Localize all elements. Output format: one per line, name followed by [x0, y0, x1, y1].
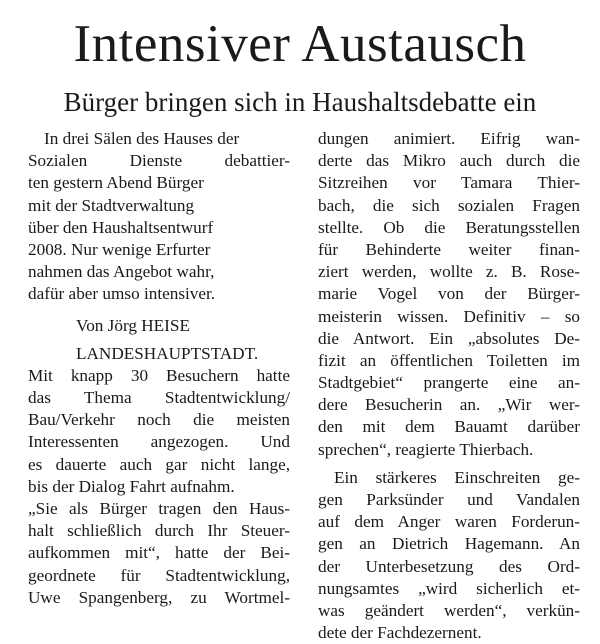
- body-line: Mit knapp 30 Besuchern hatte: [28, 365, 290, 385]
- body-line: es dauerte auch gar nicht lange,: [28, 454, 290, 474]
- body-line: was geändert werden“, verkün-: [318, 600, 580, 620]
- body-line: Interessenten angezogen. Und: [28, 432, 290, 452]
- body-line: Bau/Verkehr noch die meisten: [28, 410, 290, 430]
- right-column: [318, 128, 580, 644]
- body-line: nungsamtes „wird sicherlich et-: [318, 578, 580, 598]
- body-line: den mit dem Bauamt darüber: [318, 417, 580, 437]
- body-line: das Thema Stadtentwicklung/: [28, 388, 290, 408]
- body-line: für Behinderte weiter finan-: [318, 239, 580, 259]
- body-line: geordnete für Stadtentwicklung,: [28, 565, 290, 585]
- body-line: Sitzreihen vor Tamara Thier-: [318, 173, 580, 193]
- body-line: der Unterbesetzung des Ord-: [318, 556, 580, 576]
- dateline: LANDESHAUPTSTADT.: [76, 343, 259, 363]
- byline: Von Jörg HEISE: [76, 315, 190, 335]
- body-line: gen an Dietrich Hagemann. An: [318, 534, 580, 554]
- body-line: aufkommen mit“, hatte der Bei-: [28, 543, 290, 563]
- headline: Intensiver Austausch: [73, 15, 527, 73]
- body-line: dungen animiert. Eifrig wan-: [318, 129, 580, 148]
- lead-line: In drei Sälen des Hauses der: [44, 129, 240, 148]
- lead-line: Sozialen Dienste debattier-: [28, 151, 290, 171]
- lead-line: mit der Stadtverwaltung: [28, 195, 195, 215]
- body-line: „Sie als Bürger tragen den Haus-: [28, 499, 290, 518]
- lead-line: nahmen das Angebot wahr,: [28, 262, 215, 282]
- subheadline: Bürger bringen sich in Haushaltsdebatte ein: [63, 87, 537, 117]
- body-line: fizit an öffentlichen Toiletten im: [318, 350, 580, 370]
- left-column: [28, 128, 290, 609]
- body-line: marie Vogel von der Bürger-: [318, 284, 580, 304]
- lead-line: 2008. Nur wenige Erfurter: [28, 239, 211, 259]
- body-line: auf dem Anger waren Forderun-: [318, 512, 580, 532]
- body-line: ziert werden, wollte z. B. Rose-: [318, 262, 580, 282]
- body-line: dere Besucherin an. „Wir wer-: [318, 395, 580, 415]
- body-line: Stadtgebiet“ prangerte eine an-: [318, 373, 580, 393]
- body-line: stellte. Ob die Beratungsstellen: [318, 217, 580, 237]
- lead-line: dafür aber umso intensiver.: [28, 284, 216, 304]
- body-line: die Antwort. Ein „absolutes De-: [318, 328, 580, 348]
- body-line: derte das Mikro auch durch die: [318, 151, 580, 171]
- body-line: dete der Fachdezernent.: [318, 623, 482, 643]
- lead-line: über den Haushaltsentwurf: [28, 217, 214, 237]
- body-line: meisterin wissen. Definitiv – so: [318, 306, 580, 326]
- body-line: bis der Dialog Fahrt aufnahm.: [28, 476, 235, 496]
- body-line: Uwe Spangenberg, zu Wortmel-: [28, 587, 290, 607]
- lead-line: ten gestern Abend Bürger: [28, 173, 204, 193]
- body-line: sprechen“, reagierte Thierbach.: [318, 439, 534, 459]
- body-line: Ein stärkeres Einschreiten ge-: [334, 467, 580, 487]
- body-line: gen Parksünder und Vandalen: [318, 490, 580, 509]
- body-line: halt schließlich durch Ihr Steuer-: [28, 521, 290, 541]
- body-line: bach, die sich sozialen Fragen: [318, 195, 580, 215]
